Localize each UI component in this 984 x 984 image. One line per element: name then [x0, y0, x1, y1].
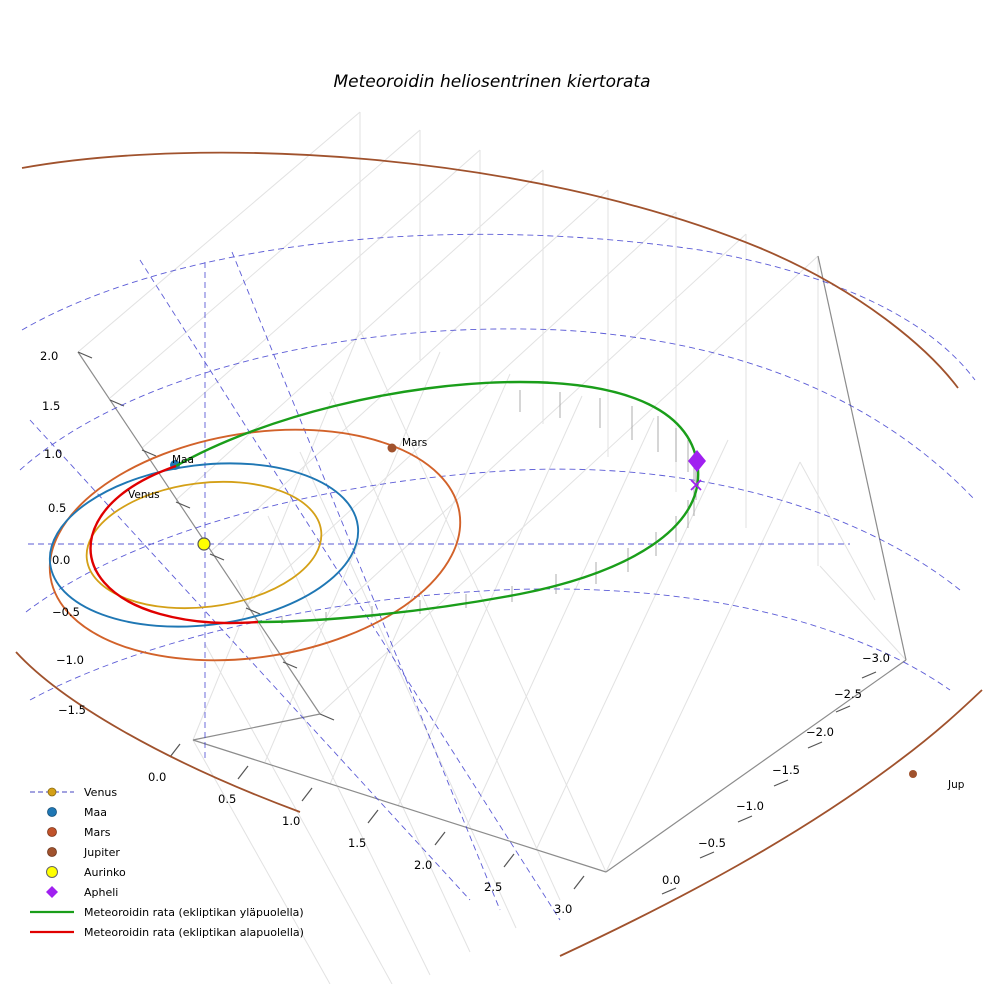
meteoroid-track-above: [176, 382, 698, 622]
legend-key-venus: [28, 782, 76, 802]
legend-item-apheli: [28, 882, 304, 902]
legend-key-track-below: [28, 922, 76, 942]
y-axis-tick-labels: [662, 651, 890, 887]
svg-text:−0.5: −0.5: [698, 836, 726, 850]
legend-label-track-below: Meteoroidin rata (ekliptikan alapuolella): [84, 925, 304, 939]
svg-text:1.5: 1.5: [348, 836, 367, 850]
svg-text:0.5: 0.5: [218, 792, 237, 806]
legend-item-track-above: [28, 902, 304, 922]
svg-text:2.0: 2.0: [414, 858, 433, 872]
legend-key-apheli: [28, 882, 76, 902]
svg-text:Venus: Venus: [128, 489, 160, 501]
aphelion-markers: [688, 450, 706, 490]
legend-item-maa: [28, 802, 304, 822]
axis-spines: [78, 256, 906, 872]
svg-text:−1.0: −1.0: [56, 653, 84, 667]
legend-label-maa: Maa: [84, 805, 107, 819]
svg-text:1.0: 1.0: [282, 814, 301, 828]
svg-text:1.5: 1.5: [42, 399, 61, 413]
legend-item-mars: [28, 822, 304, 842]
svg-text:0.0: 0.0: [148, 770, 167, 784]
legend-key-mars: [28, 822, 76, 842]
legend-label-track-above: Meteoroidin rata (ekliptikan yläpuolella): [84, 905, 304, 919]
chart-title: Meteoroidin heliosentrinen kiertorata: [333, 72, 651, 92]
legend-key-track-above: [28, 902, 76, 922]
svg-text:0.5: 0.5: [48, 501, 67, 515]
planet-mars-marker: [388, 444, 397, 453]
svg-text:1.0: 1.0: [44, 447, 63, 461]
svg-text:2.0: 2.0: [40, 349, 59, 363]
svg-text:3.0: 3.0: [554, 902, 573, 916]
svg-text:−1.5: −1.5: [772, 763, 800, 777]
svg-text:−3.0: −3.0: [862, 651, 890, 665]
legend-label-mars: Mars: [84, 825, 111, 839]
svg-text:−1.5: −1.5: [58, 703, 86, 717]
svg-text:−1.0: −1.0: [736, 799, 764, 813]
svg-text:Mars: Mars: [402, 437, 428, 449]
legend-key-jupiter: [28, 842, 76, 862]
meteoroid-track-below: [91, 466, 258, 623]
legend-item-jupiter: [28, 842, 304, 862]
legend-label-aurinko: Aurinko: [84, 865, 126, 879]
svg-text:0.0: 0.0: [52, 553, 71, 567]
svg-text:−2.5: −2.5: [834, 687, 862, 701]
svg-text:−2.0: −2.0: [806, 725, 834, 739]
legend-key-aurinko: [28, 862, 76, 882]
svg-text:2.5: 2.5: [484, 880, 503, 894]
chart-legend: [28, 782, 304, 942]
legend-label-apheli: Apheli: [84, 885, 119, 899]
svg-text:−0.5: −0.5: [52, 605, 80, 619]
svg-text:0.0: 0.0: [662, 873, 681, 887]
legend-key-maa: [28, 802, 76, 822]
z-axis-tick-labels: [40, 349, 86, 717]
planet-jupiter-marker: [909, 770, 917, 778]
sun-marker: [198, 538, 210, 550]
svg-text:Jup: Jup: [948, 779, 965, 791]
legend-item-venus: [28, 782, 304, 802]
legend-label-venus: Venus: [84, 785, 118, 799]
legend-item-track-below: [28, 922, 304, 942]
legend-label-jupiter: Jupiter: [84, 845, 120, 859]
legend-item-aurinko: [28, 862, 304, 882]
svg-text:Maa: Maa: [172, 454, 194, 466]
